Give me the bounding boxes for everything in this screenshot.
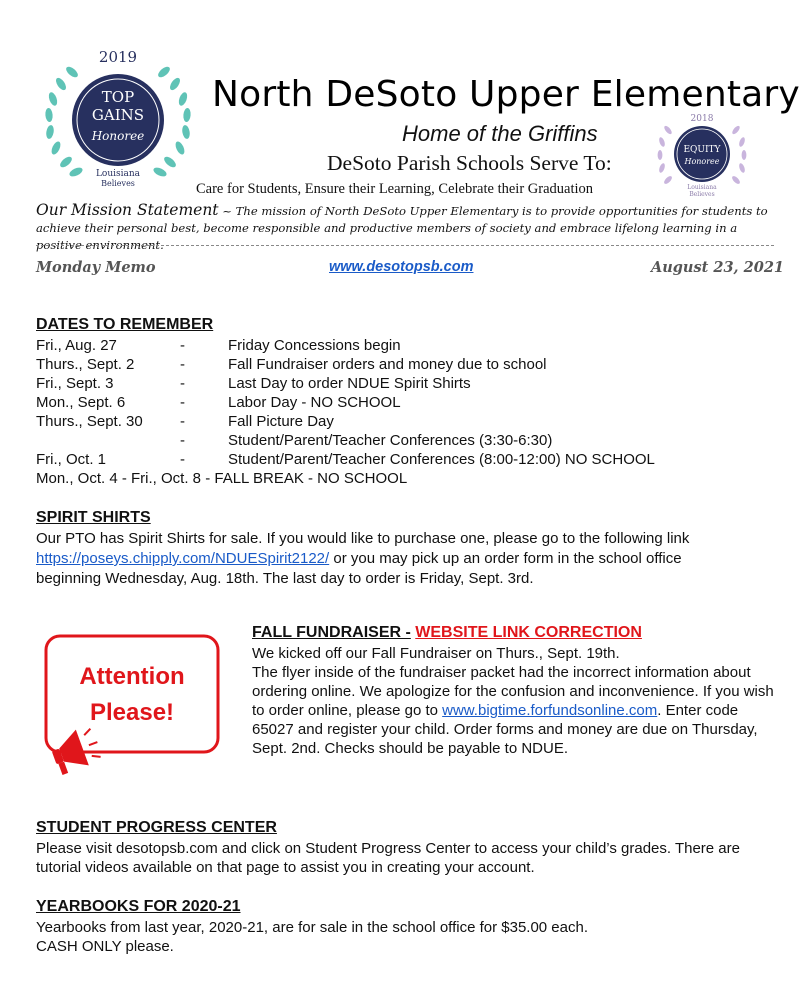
spirit-line2 [36,549,776,568]
attention-line1: Attention [79,663,185,690]
school-name: North DeSoto Upper Elementary [212,74,800,115]
event-cell: Fall Picture Day [228,413,334,430]
spirit-line2-text: or you may pick up an order form in the school office [329,550,682,567]
fall-break: Mon., Oct. 4 - Fri., Oct. 8 - FALL BREAK - NO SCHOOL [36,470,408,487]
badge-line2: GAINS [91,106,145,124]
yearbooks-line2: CASH ONLY please. [36,938,174,955]
date-cell: Thurs., Sept. 30 [36,413,143,430]
event-cell: Friday Concessions begin [228,337,401,354]
badge-line2: Honoree [684,157,720,166]
badge-org2: Believes [689,191,715,198]
date-sep: - [180,394,185,411]
date-cell: Thurs., Sept. 2 [36,356,135,373]
fundraiser-heading: FALL FUNDRAISER - [252,624,411,641]
mission-text: ~ The mission of North DeSoto Upper Elementary is to provide opportunities for students to achieve their personal best, become responsible and productive members of society and embrace lifelong learning in a positive environment. [36,204,768,252]
date-cell: Mon., Sept. 6 [36,394,126,411]
yearbooks-line1: Yearbooks from last year, 2020-21, are for sale in the school office for $35.00 each. [36,919,589,936]
fundraiser-body [252,644,776,758]
memo-title: Monday Memo [36,259,156,276]
date-sep: - [180,375,185,392]
attention-line2: Please! [89,699,175,726]
yearbooks-text [36,918,776,956]
fundraiser-p1: We kicked off our Fall Fundraiser on Thurs., Sept. 19th. [252,645,620,662]
date-cell: Fri., Oct. 1 [36,451,107,468]
divider [36,245,774,246]
equity-honoree-badge [650,112,754,198]
mission-statement [36,202,776,254]
event-cell: Fall Fundraiser orders and money due to school [228,356,547,373]
date-sep: - [180,432,185,449]
spirit-line1: Our PTO has Spirit Shirts for sale. If you would like to purchase one, please go to the following link [36,530,690,547]
event-cell: Student/Parent/Teacher Conferences (3:30-6:30) [228,432,553,449]
date-sep: - [180,356,185,373]
date-sep: - [180,413,185,430]
dates-heading: DATES TO REMEMBER [36,316,214,333]
fundraiser-heading-row [252,624,642,642]
badge-line1: TOP [101,88,135,106]
spirit-link[interactable]: https://poseys.chipply.com/NDUESpirit2122/ [36,550,330,567]
badge-line1: EQUITY [683,145,721,155]
badge-org1: Louisiana [95,169,141,179]
progress-text: Please visit desotopsb.com and click on Student Progress Center to access your child’s grades. There are tutorial videos available on that page to assist you in creating your account. [36,840,740,876]
badge-line3: Honoree [91,129,145,143]
date-cell: Fri., Sept. 3 [36,375,114,392]
tagline: Home of the Griffins [402,121,598,146]
fundraiser-correction: WEBSITE LINK CORRECTION [415,624,642,641]
memo-date: August 23, 2021 [651,259,785,276]
badge-year: 2018 [690,114,714,124]
serve-title: DeSoto Parish Schools Serve To: [327,151,612,175]
badge-org2: Believes [101,179,135,188]
spirit-text [36,529,776,588]
event-cell: Labor Day - NO SCHOOL [228,394,401,411]
fundraiser-p3: . Enter code 65027 and register your child. Order forms and money are due on Thursday, Sept. 2nd. Checks should be payable to NDUE. [252,702,758,757]
fundraiser-p2 [252,663,776,758]
event-cell: Last Day to order NDUE Spirit Shirts [228,375,471,392]
date-sep: - [180,451,185,468]
mission-lead: Our Mission Statement [36,201,219,219]
fundraiser-link[interactable]: www.bigtime.forfundsonline.com [442,702,658,719]
event-cell: Student/Parent/Teacher Conferences (8:00-12:00) NO SCHOOL [228,451,655,468]
fundraiser-p2-text: The flyer inside of the fundraiser packet had the incorrect information about ordering online. We apologize for the confusion and inconvenience. If you wish to order online, please go to [252,664,774,719]
date-sep: - [180,337,185,354]
progress-heading: STUDENT PROGRESS CENTER [36,819,277,836]
pillars: Care for Students, Ensure their Learning, Celebrate their Graduation [196,181,594,197]
badge-year: 2019 [98,48,138,66]
badge-org1: Louisiana [687,184,717,191]
attention-please-graphic [40,632,220,786]
yearbooks-heading: YEARBOOKS FOR 2020-21 [36,898,241,915]
top-gains-honoree-badge [36,44,200,194]
date-cell: Fri., Aug. 27 [36,337,117,354]
spirit-heading: SPIRIT SHIRTS [36,509,151,526]
website-link[interactable]: www.desotopsb.com [329,259,474,275]
spirit-line3: beginning Wednesday, Aug. 18th. The last day to order is Friday, Sept. 3rd. [36,570,534,587]
